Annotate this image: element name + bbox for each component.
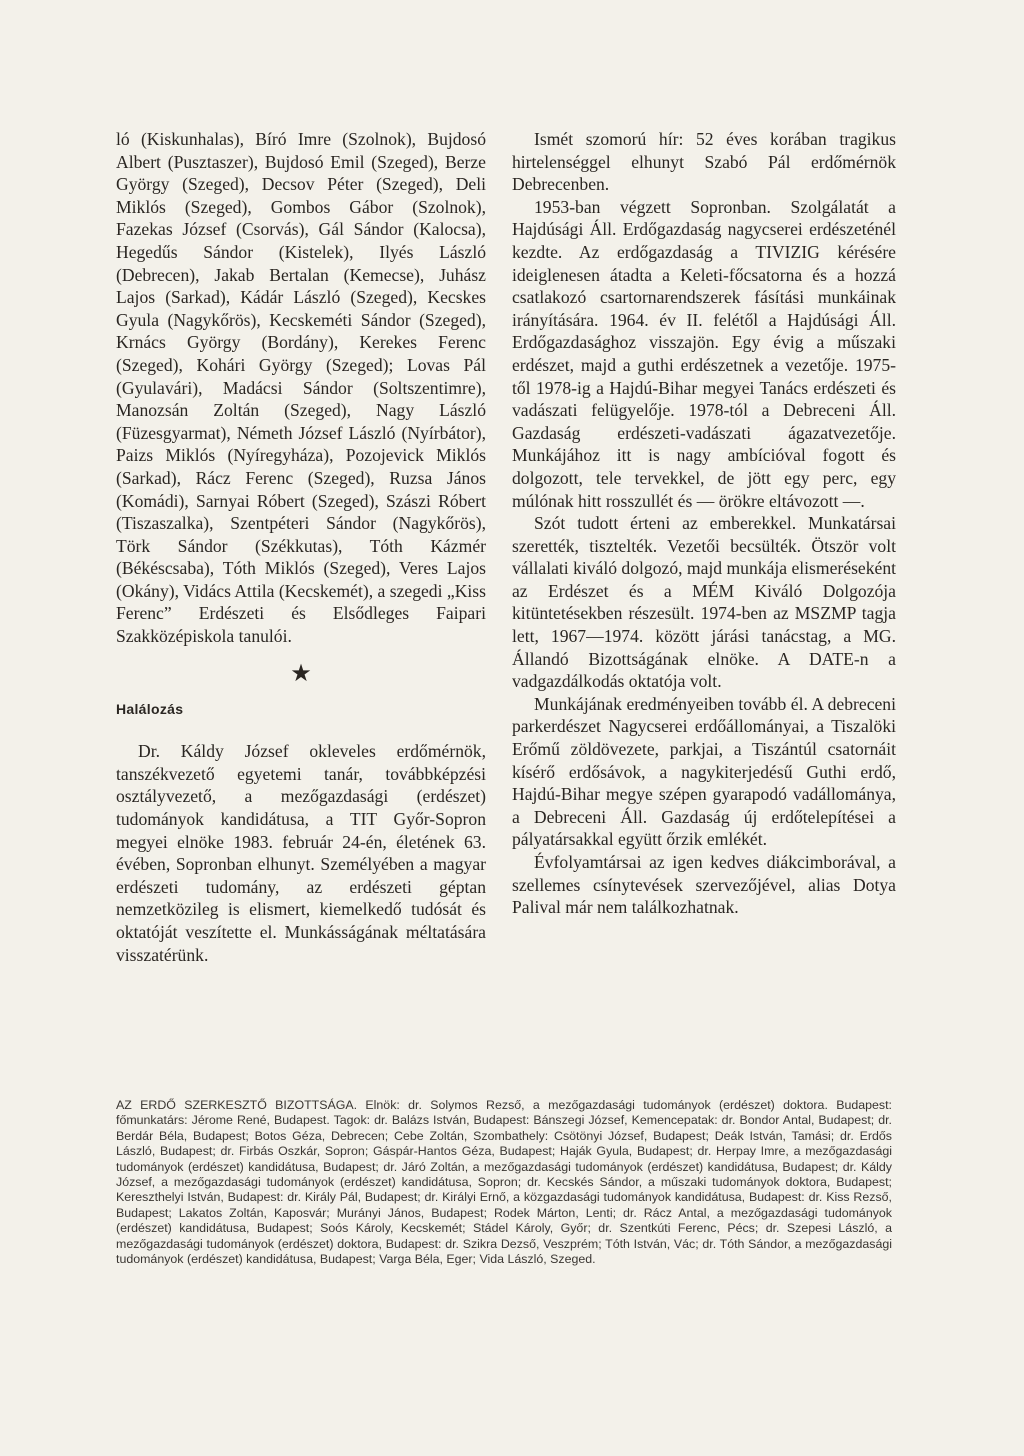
obituary-szabo-recognition: Szót tudott érteni az emberekkel. Munkatársai szerették, tisztelték. Vezetői becsülték. Ötször volt vállalati kiváló dolgozó, majd munkája elismeréseként az Erdészet és a MÉM Kiváló Dolgozója kitüntetésekben részesült. 1974-ben az MSZMP tagja lett, 1967—1974. között járási tanácstag, a MG. Állandó Bizottságának elnöke. A DATE-n a vadgazdálkodás oktatója volt. — [512, 513, 897, 692]
obituary-szabo-intro: Ismét szomorú hír: 52 éves korában tragikus hirtelenséggel elhunyt Szabó Pál erdőmérnök Debrecenben. — [512, 129, 896, 195]
obituary-szabo-career: 1953-ban végzett Sopronban. Szolgálatát a Hajdúsági Áll. Erdőgazdaság nagycserei erdészeténél kezdte. Az erdőgazdaság a TIVIZIG kérésére ideiglenesen átadta a Keleti-főcsatorna és a hozzá csatlakozó csartornarendszerek fásítási munkáinak irányítására. 1964. év II. felétől a Hajdúsági Áll. Erdőgazdasághoz visszajön. Egy évig a műszaki erdészet, majd a guthi erdészetnek a vezetője. 1975-től 1978-ig a Hajdú-Bihar megyei Tanács erdészeti és vadászati felügyelője. 1978-tól a Debreceni Áll. Gazdaság erdészeti-vadászati ágazatvezetője. Munkájához itt is nagy ambícióval fogott és dolgozott, tele tervekkel, de jött egy perc, egy múlónak hitt rosszullét és — örökre eltávozott —. — [512, 196, 896, 511]
right-column — [512, 128, 896, 919]
editorial-board-footer: AZ ERDŐ SZERKESZTŐ BIZOTTSÁGA. Elnök: dr. Solymos Rezső, a mezőgazdasági tudományok (erdészet) doktora. Budapest: főmunkatárs: Jérome René, Budapest. Tagok: dr. Balázs István, Budapest: Bánszegi József, Kemencepatak: dr. Bondor Antal, Budapest; dr. Berdár Béla, Budapest; Botos Géza, Debrecen; Cebe Zoltán, Szombathely: Csötönyi József, Budapest; Deák István, Tamási; dr. Erdős László, Budapest; dr. Firbás Oszkár, Sopron; Gáspár-Hantos Géza, Budapest; Haják Gyula, Budapest; dr. Herpay Imre, a mezőgazdasági tudományok (erdészet) kandidátusa, Budapest; dr. Járó Zoltán, a mezőgazdasági tudományok (erdészet) kandidátusa, Budapest; dr. Káldy József, a mezőgazdasági tudományok (erdészet) kandidátusa, Sopron; dr. Kecskés Sándor, a műszaki tudományok doktora, Budapest; Kereszthelyi István, Budapest: dr. Király Pál, Budapest; dr. Királyi Ernő, a közgazdasági tudományok kandidátusa, Budapest: dr. Kiss Rezső, Budapest; Lakatos Zoltán, Kaposvár; Murányi János, Budapest; Rodek Márton, Lenti; dr. Rácz Antal, a mezőgazdasági tudományok (erdészet) kandidátusa, Budapest; Soós Károly, Kecskemét; Stádel Károly, Győr; dr. Szentkúti Ferenc, Pécs; dr. Szepesi László, a mezőgazdasági tudományok (erdészet) doktora, Budapest: dr. Szikra Dezső, Veszprém; Tóth István, Vác; dr. Tóth Sándor, a mezőgazdasági tudományok (erdészet) kandidátusa, Budapest; Varga Béla, Eger; Vida László, Szeged. — [116, 1098, 892, 1267]
left-column — [116, 128, 486, 966]
obituary-szabo-legacy: Munkájának eredményeiben tovább él. A debreceni parkerdészet Nagycserei erdőállományai, a Tiszalöki Erőmű zöldövezete, parkjai, a Tiszántúl csatornáit kísérő erdősávok, a nagykiterjedésű Guthi erdő, Hajdú-Bihar megye szépen gyarapodó vadállománya, a Debreceni Áll. Gazdaság új erdőtelepítései a pályatársakkal együtt őrzik emlékét. — [512, 693, 896, 850]
star-separator: ★ — [290, 660, 312, 687]
obituary-szabo-classmates: Évfolyamtársai az igen kedves diákcimborával, a szellemes csínytevések szervezőjével, alias Dotya Palival már nem találkozhatnak. — [512, 852, 896, 918]
obituary-heading: Halálozás — [116, 700, 184, 717]
participants-list-paragraph: ló (Kiskunhalas), Bíró Imre (Szolnok), Bujdosó Albert (Pusztaszer), Bujdosó Emil (Szeged), Berze György (Szeged), Decsov Péter (Szeged), Deli Miklós (Szeged), Gombos Gábor (Szolnok), Fazekas József (Csorvás), Gál Sándor (Kalocsa), Hegedűs Sándor (Kistelek), Ilyés László (Debrecen), Jakab Bertalan (Kemecse), Juhász Lajos (Sarkad), Kádár László (Szeged), Kecskes Gyula (Nagykőrös), Kecskeméti Sándor (Szeged), Krnács György (Bordány), Kerekes Ferenc (Szeged), Kohári György (Szeged); Lovas Pál (Gyulavári), Madácsi Sándor (Soltszentimre), Manozsán Zoltán (Szeged), Nagy László (Füzesgyarmat), Németh József László (Nyírbátor), Paizs Miklós (Nyíregyháza), Pozojevick Miklós (Sarkad), Rácz Ferenc (Szeged), Ruzsa János (Komádi), Sarnyai Róbert (Szeged), Szászi Róbert (Tiszaszalka), Szentpéteri Sándor (Nagykőrös), Törk Sándor (Székkutas), Tóth Kázmér (Békéscsaba), Tóth Miklós (Szeged), Veres Lajos (Okány), Vidács Attila (Kecskemét), a szegedi „Kiss Ferenc” Erdészeti és Elsődleges Faipari Szakközépiskola tanulói. — [116, 129, 486, 647]
obituary-kaldy-paragraph: Dr. Káldy József okleveles erdőmérnök, tanszékvezető egyetemi tanár, továbbképzési osztályvezető, a mezőgazdasági (erdészet) tudományok kandidátusa, a TIT Győr-Sopron megyei elnöke 1983. február 24-én, életének 63. évében, Sopronban elhunyt. Személyében a magyar erdészeti tudomány, az erdészeti géptan nemzetközileg is elismert, kiemelkedő tudósát és oktatóját veszítette el. Munkásságának méltatására visszatérünk. — [116, 741, 486, 965]
